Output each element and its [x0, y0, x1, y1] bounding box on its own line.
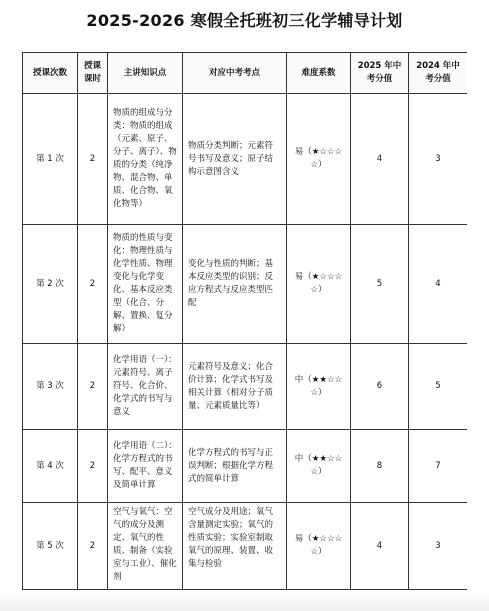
header-difficulty: 难度系数 — [287, 53, 351, 94]
header-session: 授课次数 — [23, 53, 78, 94]
cell-score-2024: 3 — [409, 503, 468, 590]
cell-hours: 2 — [78, 94, 108, 225]
table-row — [23, 430, 468, 503]
page-title: 2025-2026 寒假全托班初三化学辅导计划 — [86, 11, 403, 30]
table-row — [23, 94, 468, 225]
bottom-fade — [0, 593, 489, 611]
cell-score-2024: 4 — [409, 225, 468, 344]
header-exam-points: 对应中考考点 — [183, 53, 287, 94]
cell-exam-points: 元素符号及意义；化合价计算；化学式书写及相关计算（相对分子质量、元素质量比等） — [183, 344, 287, 430]
table-header-row — [23, 53, 468, 94]
plan-table — [22, 52, 467, 590]
cell-topic: 化学用语（二）：化学方程式的书写、配平、意义及简单计算 — [108, 430, 183, 503]
cell-session: 第 4 次 — [23, 430, 78, 503]
cell-session: 第 2 次 — [23, 225, 78, 344]
cell-hours: 2 — [78, 430, 108, 503]
cell-difficulty: 中（★★☆☆☆） — [287, 344, 351, 430]
cell-exam-points: 物质分类判断；元素符号书写及意义；原子结构示意图含义 — [183, 94, 287, 225]
cell-session: 第 1 次 — [23, 94, 78, 225]
cell-score-2024: 5 — [409, 344, 468, 430]
cell-exam-points: 空气成分及用途；氧气含量测定实验；氧气的性质实验；实验室制取氧气的原理、装置、收集与检验 — [183, 503, 287, 590]
cell-score-2025: 8 — [351, 430, 409, 503]
header-score-2024: 2024 年中考分值 — [409, 53, 468, 94]
cell-difficulty: 中（★★☆☆☆） — [287, 430, 351, 503]
cell-hours: 2 — [78, 503, 108, 590]
header-topic: 主讲知识点 — [108, 53, 183, 94]
cell-score-2025: 4 — [351, 503, 409, 590]
cell-hours: 2 — [78, 225, 108, 344]
cell-exam-points: 化学方程式的书写与正误判断；根据化学方程式的简单计算 — [183, 430, 287, 503]
table-row — [23, 503, 468, 590]
cell-score-2024: 3 — [409, 94, 468, 225]
cell-difficulty: 易（★☆☆☆☆） — [287, 225, 351, 344]
header-hours: 授课课时 — [78, 53, 108, 94]
cell-topic: 空气与氧气：空气的成分及测定、氧气的性质、制备（实验室与工业）、催化剂 — [108, 503, 183, 590]
cell-hours: 2 — [78, 344, 108, 430]
cell-score-2025: 4 — [351, 94, 409, 225]
table-row — [23, 225, 468, 344]
cell-topic: 物质的性质与变化：物理性质与化学性质、物理变化与化学变化、基本反应类型（化合、分解、置换、复分解） — [108, 225, 183, 344]
cell-exam-points: 变化与性质的判断；基本反应类型的识别；反应方程式与反应类型匹配 — [183, 225, 287, 344]
cell-score-2025: 5 — [351, 225, 409, 344]
cell-topic: 化学用语（一）：元素符号、离子符号、化合价、化学式的书写与意义 — [108, 344, 183, 430]
plan-table-container — [22, 52, 467, 611]
cell-session: 第 3 次 — [23, 344, 78, 430]
cell-topic: 物质的组成与分类：物质的组成（元素、原子、分子、离子）、物质的分类（纯净物、混合物、单质、化合物、氧化物等） — [108, 94, 183, 225]
cell-score-2025: 6 — [351, 344, 409, 430]
cell-difficulty: 易（★☆☆☆☆） — [287, 94, 351, 225]
cell-score-2024: 7 — [409, 430, 468, 503]
table-row — [23, 344, 468, 430]
header-score-2025: 2025 年中考分值 — [351, 53, 409, 94]
cell-difficulty: 易（★☆☆☆☆） — [287, 503, 351, 590]
cell-session: 第 5 次 — [23, 503, 78, 590]
